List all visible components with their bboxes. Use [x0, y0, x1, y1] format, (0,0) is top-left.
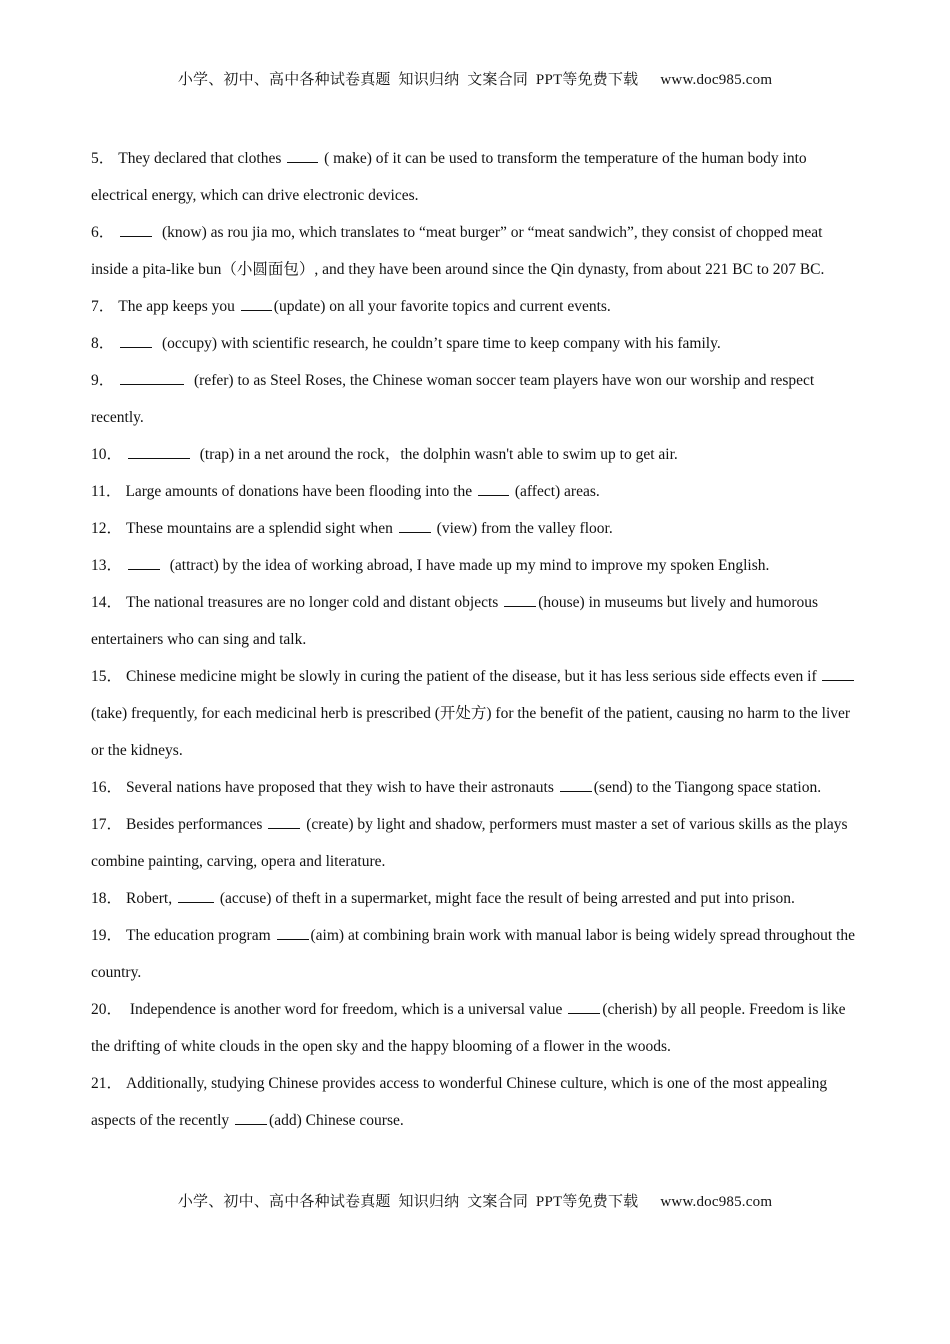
question-number: 20．	[91, 1001, 123, 1018]
question-number: 5．	[91, 150, 115, 167]
question-text-after: (cherish) by all people. Freedom is like the drifting of white clouds in the open sky and the happy blooming of a flower in the woods.	[91, 1001, 846, 1055]
question-number: 10．	[91, 446, 123, 463]
question-number: 8．	[91, 335, 115, 352]
question-number: 16．	[91, 779, 123, 796]
question-number: 19．	[91, 927, 123, 944]
answer-blank[interactable]	[128, 555, 160, 570]
answer-blank[interactable]	[268, 814, 300, 829]
question-text-before: Independence is another word for freedom, which is a universal value	[126, 1001, 563, 1018]
question-text-before: Several nations have proposed that they wish to have their astronauts	[126, 779, 554, 796]
question-number: 7．	[91, 298, 115, 315]
question-text-before: They declared that clothes	[118, 150, 282, 167]
page-footer	[0, 1190, 950, 1211]
question-item	[91, 547, 863, 584]
question-text-after: (accuse) of theft in a supermarket, might face the result of being arrested and put into prison.	[219, 890, 795, 907]
question-text-after: ( make) of it can be used to transform the temperature of the human body into electrical energy, which can drive electronic devices.	[91, 150, 807, 204]
answer-blank[interactable]	[120, 222, 152, 237]
answer-blank[interactable]	[178, 888, 214, 903]
question-number: 6．	[91, 224, 115, 241]
question-text-after: (affect) areas.	[514, 483, 600, 500]
question-text-before: The national treasures are no longer cold and distant objects	[126, 594, 499, 611]
answer-blank[interactable]	[241, 296, 272, 311]
question-text-before: The education program	[126, 927, 271, 944]
question-text-before: The app keeps you	[118, 298, 235, 315]
question-text-after: (house) in museums but lively and humorous entertainers who can sing and talk.	[91, 594, 819, 648]
question-item	[91, 1065, 863, 1139]
answer-blank[interactable]	[128, 444, 190, 459]
question-item	[91, 214, 863, 288]
question-item	[91, 991, 863, 1065]
question-item	[91, 473, 863, 510]
question-number: 14．	[91, 594, 123, 611]
question-text-after: (create) by light and shadow, performers must master a set of various skills as the plays combine painting, carving, opera and literature.	[91, 816, 848, 870]
answer-blank[interactable]	[478, 481, 509, 496]
question-text-after: (update) on all your favorite topics and current events.	[273, 298, 611, 315]
question-item	[91, 880, 863, 917]
question-number: 15．	[91, 668, 123, 685]
answer-blank[interactable]	[504, 592, 536, 607]
question-text-before: Besides performances	[126, 816, 263, 833]
question-item	[91, 510, 863, 547]
question-item	[91, 436, 863, 473]
question-number: 12．	[91, 520, 123, 537]
question-text-after: (know) as rou jia mo, which translates to “meat burger” or “meat sandwich”, they consist of chopped meat inside a pita-like bun（小圆面包）, and they have been around since the Qin dynasty, from about 221 BC to 207 BC.	[91, 224, 825, 278]
answer-blank[interactable]	[822, 666, 854, 681]
question-text-after: (refer) to as Steel Roses, the Chinese woman soccer team players have won our worship and respect recently.	[91, 372, 815, 426]
question-text-after: (trap) in a net around the rock，the dolphin wasn't able to swim up to get air.	[199, 446, 678, 463]
answer-blank[interactable]	[560, 777, 592, 792]
header-text: 小学、初中、高中各种试卷真题 知识归纳 文案合同 PPT等免费下载	[177, 72, 639, 88]
question-number: 17．	[91, 816, 123, 833]
question-item	[91, 140, 863, 214]
question-number: 9．	[91, 372, 115, 389]
answer-blank[interactable]	[287, 148, 318, 163]
question-text-after: (aim) at combining brain work with manual labor is being widely spread throughout the country.	[91, 927, 856, 981]
question-list	[91, 140, 863, 1139]
answer-blank[interactable]	[568, 999, 600, 1014]
question-text-after: (attract) by the idea of working abroad, I have made up my mind to improve my spoken English.	[169, 557, 770, 574]
question-text-before: Chinese medicine might be slowly in curing the patient of the disease, but it has less serious side effects even if	[126, 668, 817, 685]
answer-blank[interactable]	[235, 1110, 267, 1125]
question-text-after: (view) from the valley floor.	[436, 520, 613, 537]
question-item	[91, 362, 863, 436]
question-text-after: (take) frequently, for each medicinal herb is prescribed (开处方) for the benefit of the patient, causing no harm to the liver or the kidneys.	[91, 705, 851, 759]
question-item	[91, 806, 863, 880]
question-item	[91, 769, 863, 806]
answer-blank[interactable]	[120, 370, 184, 385]
question-number: 21．	[91, 1075, 123, 1092]
question-item	[91, 325, 863, 362]
answer-blank[interactable]	[277, 925, 309, 940]
question-text-after: (send) to the Tiangong space station.	[593, 779, 822, 796]
question-text-before: These mountains are a splendid sight when	[126, 520, 393, 537]
question-number: 11．	[91, 483, 122, 500]
page-header	[0, 68, 950, 89]
question-text-before: Robert,	[126, 890, 173, 907]
question-text-after: (occupy) with scientific research, he couldn’t spare time to keep company with his family.	[162, 335, 721, 352]
question-item	[91, 658, 863, 769]
answer-blank[interactable]	[399, 518, 431, 533]
question-item	[91, 584, 863, 658]
answer-blank[interactable]	[120, 333, 152, 348]
question-text-before: Large amounts of donations have been flooding into the	[125, 483, 473, 500]
footer-site[interactable]: www.doc985.com	[660, 1194, 773, 1210]
question-item	[91, 288, 863, 325]
question-number: 13．	[91, 557, 123, 574]
question-text-after: (add) Chinese course.	[269, 1112, 404, 1129]
question-item	[91, 917, 863, 991]
header-site[interactable]: www.doc985.com	[660, 72, 773, 88]
footer-text: 小学、初中、高中各种试卷真题 知识归纳 文案合同 PPT等免费下载	[177, 1194, 639, 1210]
question-number: 18．	[91, 890, 123, 907]
question-text-before: Additionally, studying Chinese provides access to wonderful Chinese culture, which is one of the most appealing aspects of the recently	[91, 1075, 828, 1129]
